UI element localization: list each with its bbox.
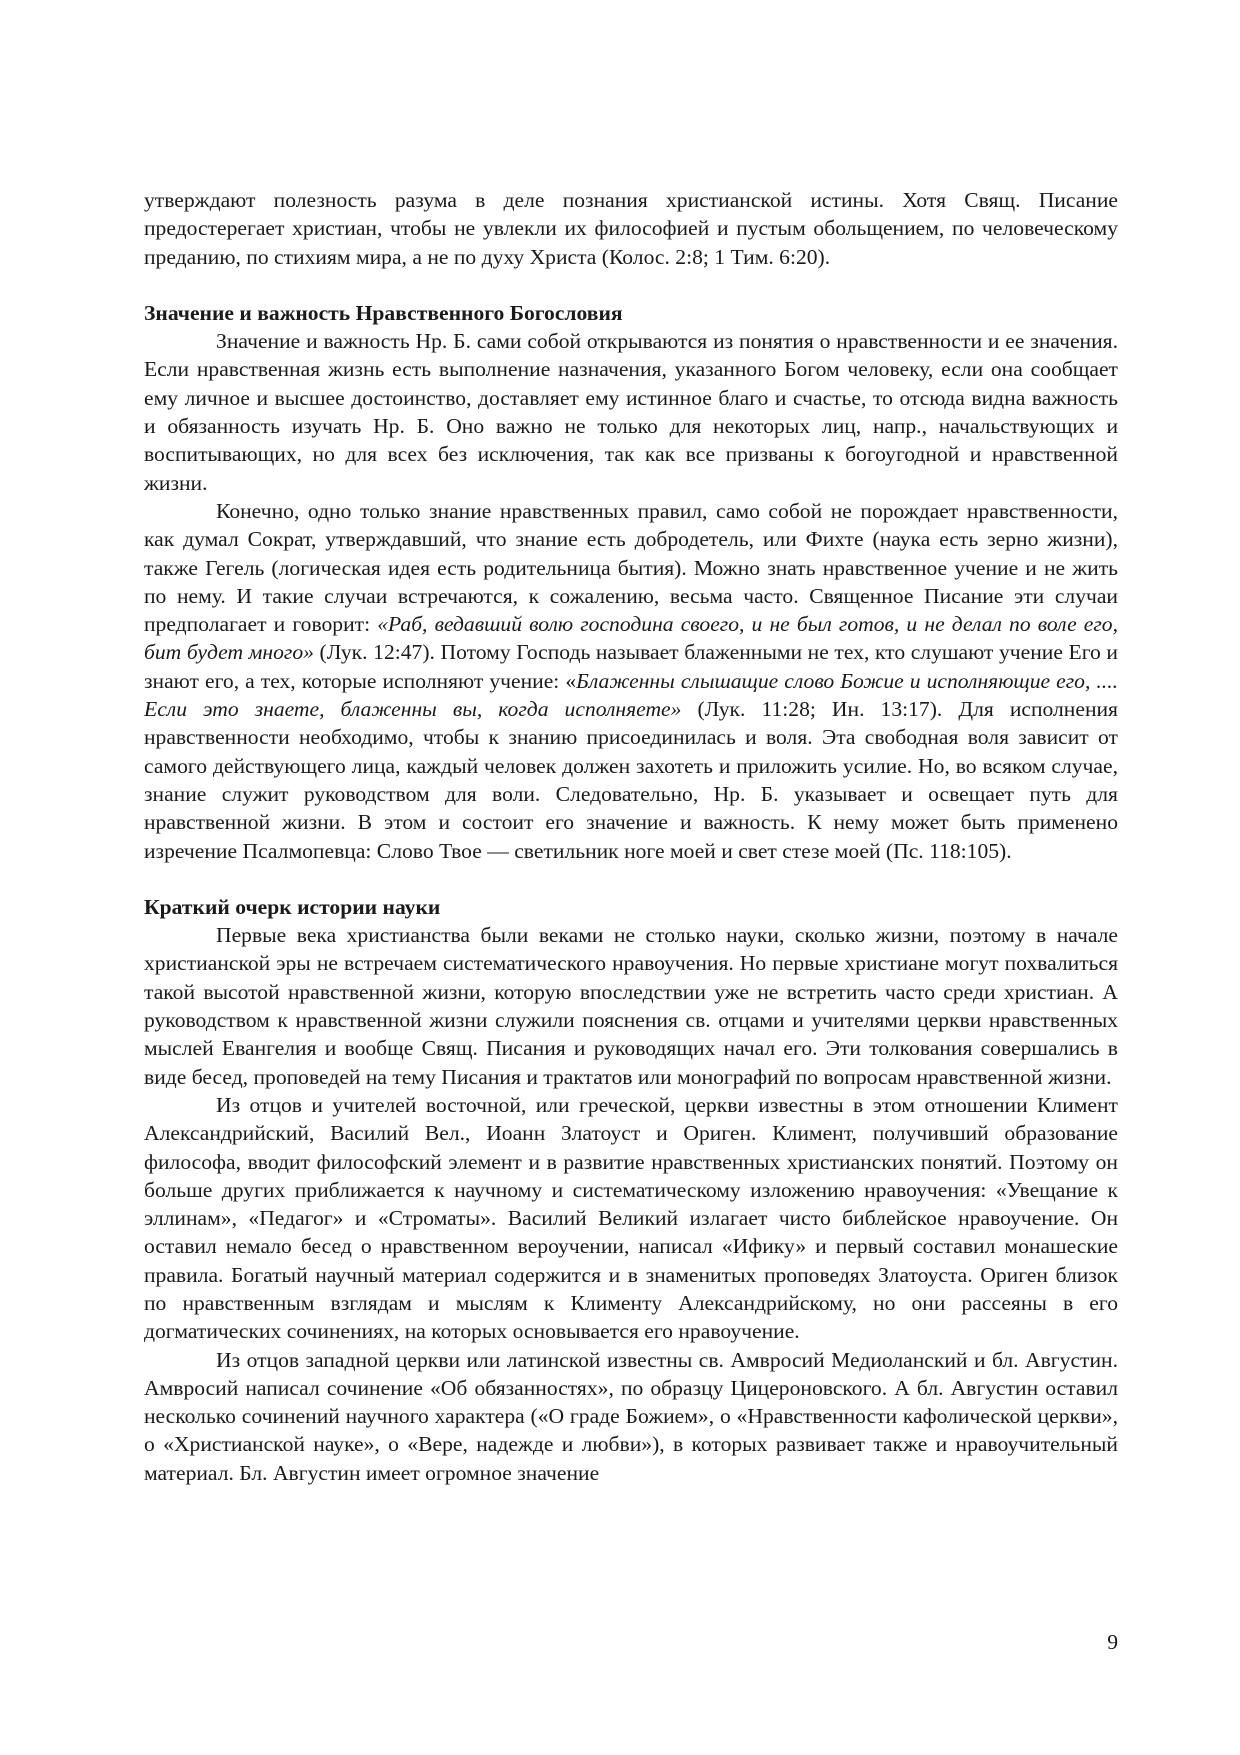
text-run: Конечно, одно только знание нравственных правил, само собой не порождает нравственности, как думал Сократ, утверждавший, что знание есть добродетель, или Фихте (наука есть зерно жизни), также Гегель (логическая идея есть родительница бытия). Можно знать нравственное учение и не жить по нему. И такие случаи встречаются, к сожалению, весьма часто. Священное Писание эти случаи предполагает и говорит: (144, 498, 1118, 637)
section-heading-importance: Значение и важность Нравственного Богословия (144, 300, 623, 325)
spacer (144, 271, 1118, 299)
opening-paragraph: утверждают полезность разума в деле познания христианской истины. Хотя Свящ. Писание предостерегает христиан, чтобы не увлекли их философией и пустым обольщением, по человеческому преданию, по стихиям мира, а не по духу Христа (Колос. 2:8; 1 Тим. 6:20). (144, 188, 1118, 269)
scripture-quote: «Раб, ведавший волю господина своего, и не был готов, и не делал по воле его, бит будет много» (144, 612, 1118, 665)
paragraph-history-1: Первые века христианства были веками не столько науки, сколько жизни, поэтому в начале христианской эры не встречаем систематического нравоучения. Но первые христиане могут похвалиться такой высотой нравственной жизни, которую впоследствии уже не встретить часто среди христиан. А руководством к нравственной жизни служили пояснения св. отцами и учителями церкви нравственных мыслей Евангелия и вообще Свящ. Писания и руководящих начал его. Эти толкования совершались в виде бесед, проповедей на тему Писания и трактатов или монографий по вопросам нравственной жизни. (144, 923, 1118, 1089)
scripture-quote: Блаженны слышащие слово Божие и исполняющие его, .... Если это знаете, блаженны вы, когда исполняете» (144, 668, 1119, 722)
paragraph-importance-1: Значение и важность Нр. Б. сами собой открываются из понятия о нравственности и ее значения. Если нравственная жизнь есть выполнение назначения, указанного Богом человеку, если она сообщает ему личное и высшее достоинство, доставляет ему истинное благо и счастье, то отсюда видна важность и обязанность изучать Нр. Б. Оно важно не только для некоторых лиц, напр., начальствующих и воспитывающих, но для всех без исключения, так как все призваны к богоугодной и нравственной жизни. (144, 329, 1118, 495)
section-heading-history: Краткий очерк истории науки (144, 894, 441, 919)
spacer (144, 865, 1118, 893)
paragraph-importance-2 (144, 497, 1118, 865)
text-run: (Лук. 12:47). Потому Господь называет блаженными не тех, кто слушают учение Его и знают его, а тех, которые исполняют учение: « (144, 640, 1118, 693)
page-content (144, 186, 1118, 1487)
paragraph-history-2: Из отцов и учителей восточной, или греческой, церкви известны в этом отношении Климент Александрийский, Василий Вел., Иоанн Златоуст и Ориген. Климент, получивший образование философа, вводит философский элемент и в развитие нравственных христианских понятий. Поэтому он больше других приближается к научному и систематическому изложению нравоучения: «Увещание к эллинам», «Педагог» и «Строматы». Василий Великий излагает чисто библейское нравоучение. Он оставил немало бесед о нравственном вероучении, написал «Ифику» и первый составил монашеские правила. Богатый научный материал содержится и в знаменитых проповедях Златоуста. Ориген близок по нравственным взглядам и мыслям к Клименту Александрийскому, но они рассеяны в его догматических сочинениях, на которых основывается его нравоучение. (144, 1092, 1118, 1344)
page-number: 9 (1107, 1630, 1118, 1654)
text-run: (Лук. 11:28; Ин. 13:17). Для исполнения нравственности необходимо, чтобы к знанию присоединилась и воля. Эта свободная воля зависит от самого действующего лица, каждый человек должен захотеть и приложить усилие. Но, во всяком случае, знание служит руководством для воли. Следовательно, Нр. Б. указывает и освещает путь для нравственной жизни. В этом и состоит его значение и важность. К нему может быть применено изречение Псалмопевца: Слово Твое — светильник ноге моей и свет стезе моей (Пс. 118:105). (144, 697, 1118, 863)
paragraph-history-3: Из отцов западной церкви или латинской известны св. Амвросий Медиоланский и бл. Августин. Амвросий написал сочинение «Об обязанностях», по образцу Цицероновского. А бл. Августин оставил несколько сочинений научного характера («О граде Божием», о «Нравственности кафолической церкви», о «Христианской науке», о «Вере, надежде и любви»), в которых развивает также и нравоучительный материал. Бл. Августин имеет огромное значение (144, 1347, 1118, 1485)
